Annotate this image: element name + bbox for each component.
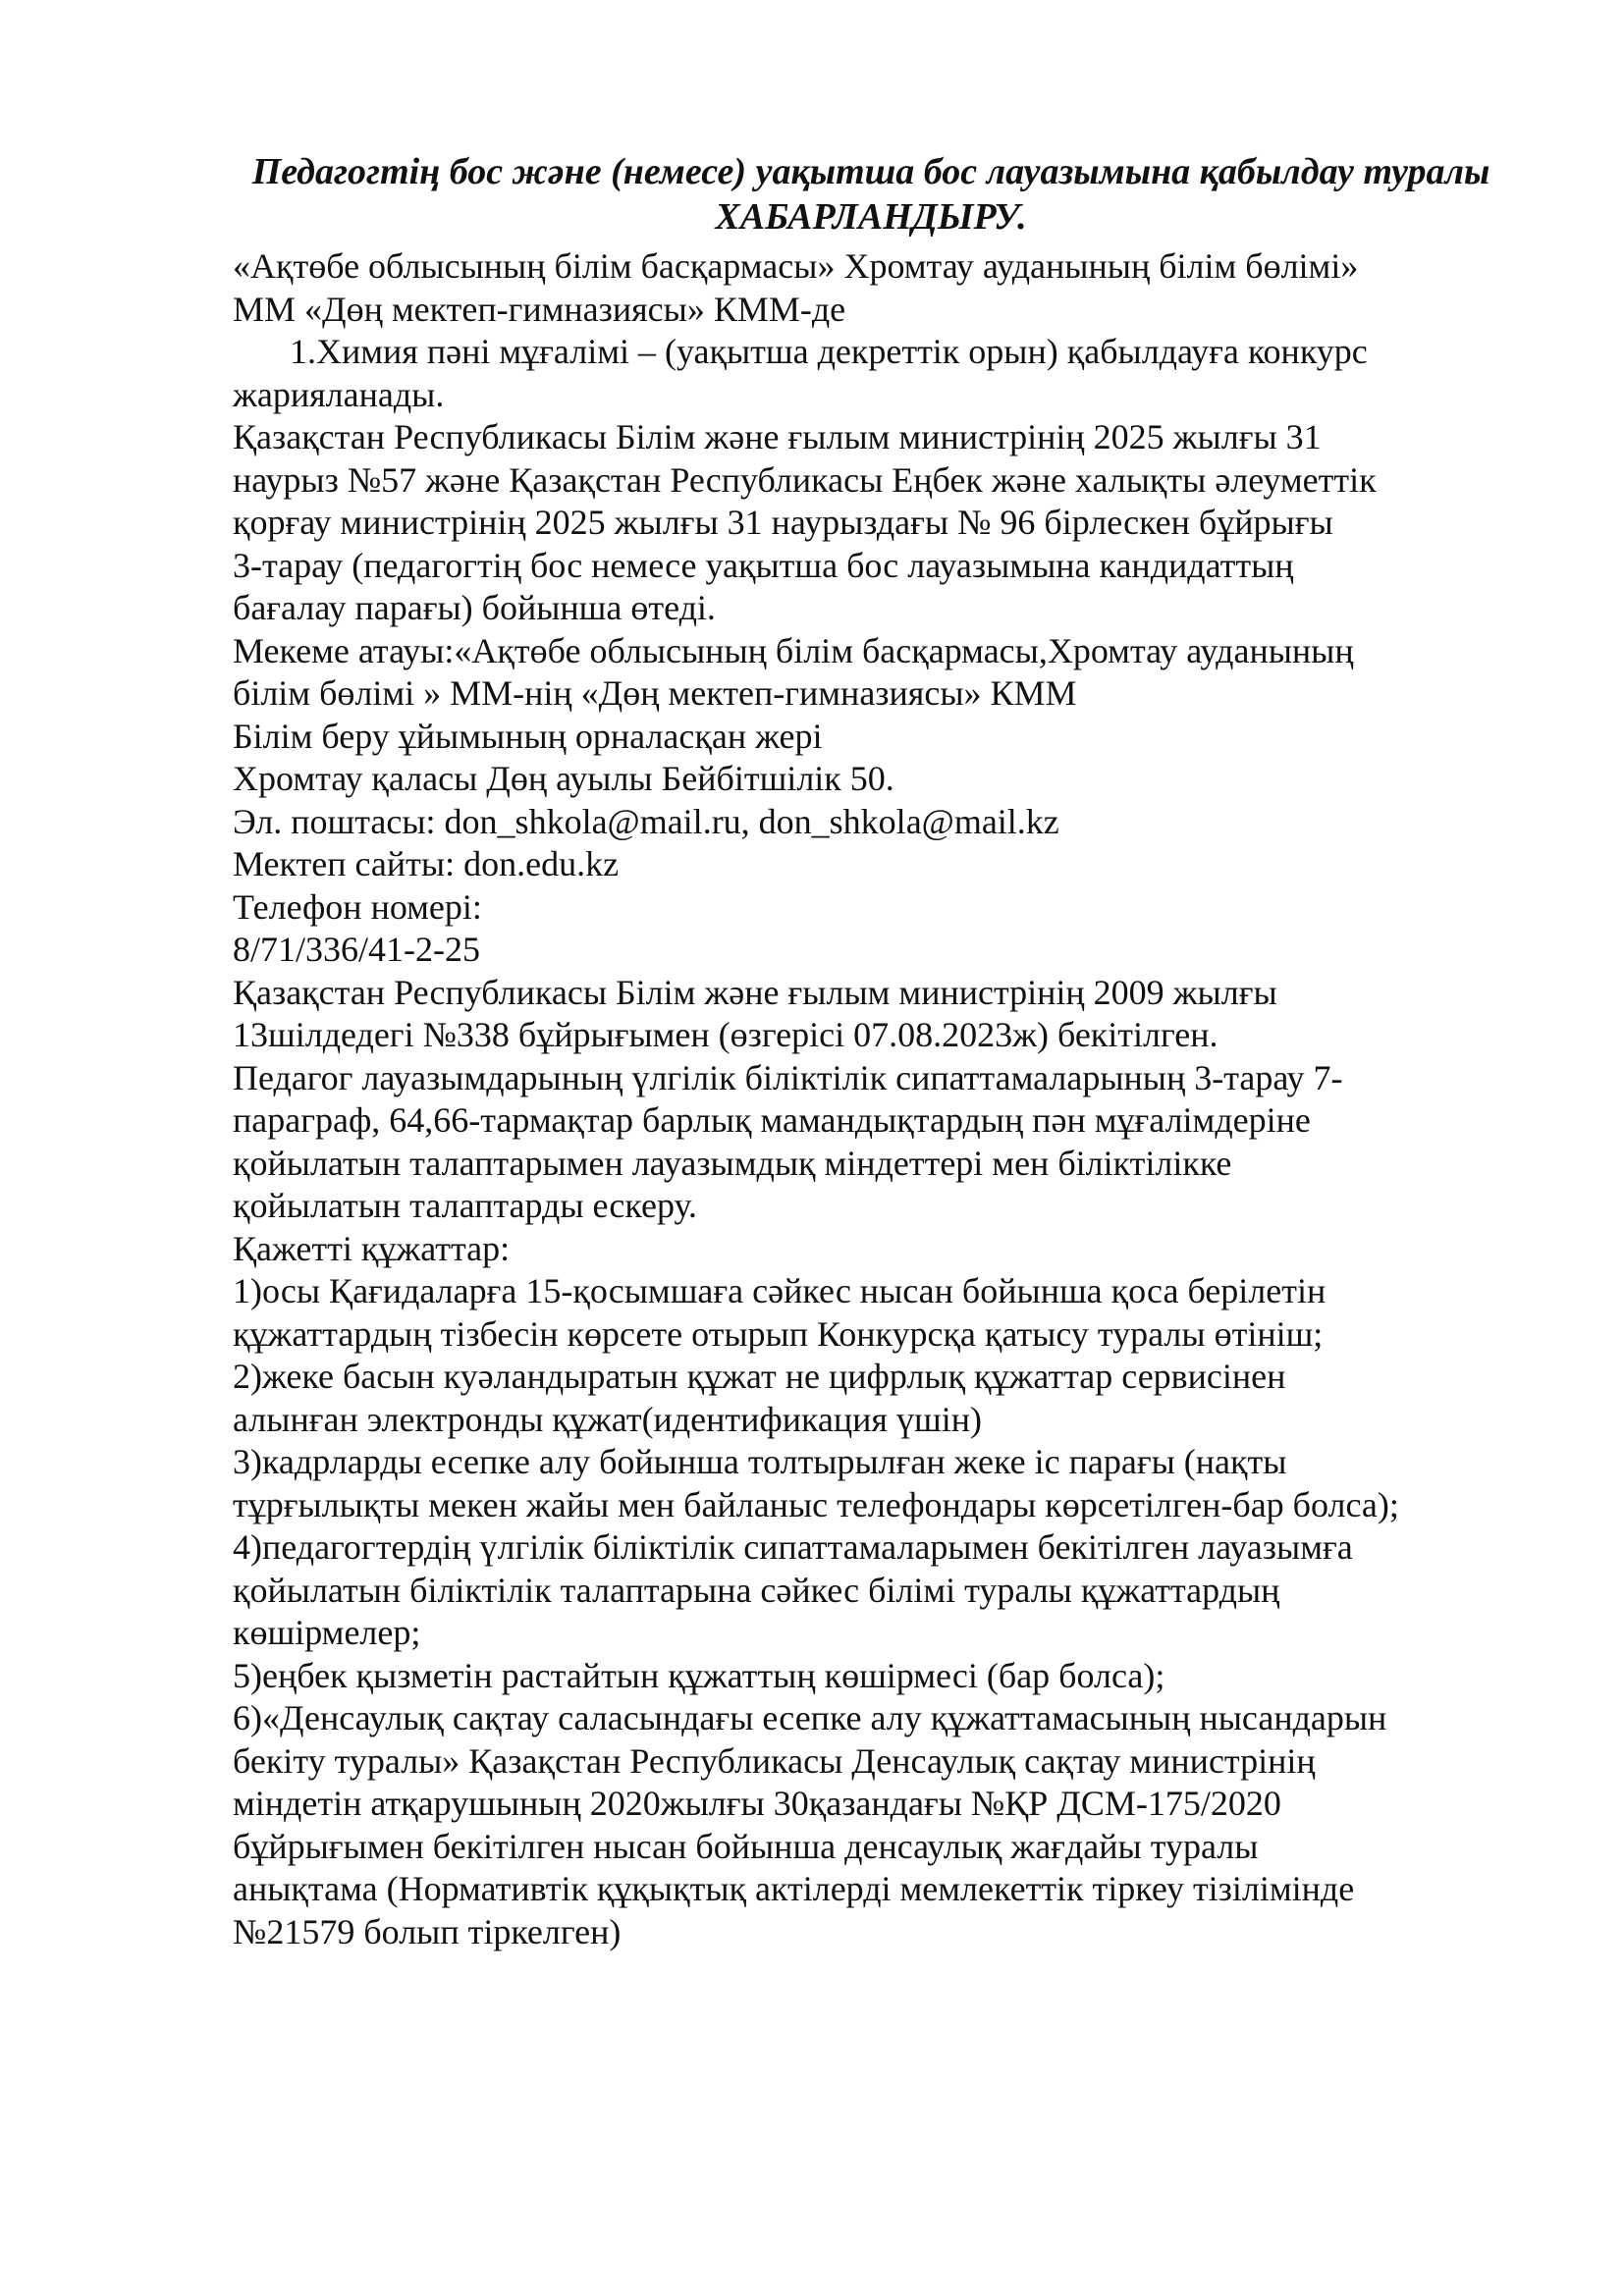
document-item-line: құжаттардың тізбесін көрсете отырып Конкурсқа қатысу туралы өтініш; xyxy=(233,1313,1324,1354)
document-item-line: тұрғылықты мекен жайы мен байланыс телефондары көрсетілген-бар болса); xyxy=(233,1484,1399,1524)
document-item-line: 1)осы Қағидаларға 15-қосымшаға сәйкес нысан бойынша қоса берілетін xyxy=(233,1271,1326,1310)
institution-line: білім бөлімі » ММ-нің «Дөң мектеп-гимназиясы» КММ xyxy=(233,673,1077,713)
vacancy-line: 1.Химия пәні мұғалімі – (уақытша декреттік орын) қабылдауға конкурс xyxy=(290,332,1368,371)
announcement-body xyxy=(233,240,1509,1953)
order-ref-line: Қазақстан Республикасы Білім және ғылым министрінің 2025 жылғы 31 xyxy=(233,417,1322,456)
order-ref-line: бағалау парағы) бойынша өтеді. xyxy=(233,588,716,627)
document-item-line: 3)кадрларды есепке алу бойынша толтырылған жеке іс парағы (нақты xyxy=(233,1442,1287,1481)
document-item-line: қойылатын біліктілік талаптарына сәйкес білімі туралы құжаттардың xyxy=(233,1570,1280,1610)
order-ref-line: қорғау министрінің 2025 жылғы 31 наурыздағы № 96 бірлескен бұйрығы xyxy=(233,503,1333,542)
document-item-line: бұйрығымен бекітілген нысан бойынша денсаулық жағдайы туралы xyxy=(233,1826,1259,1866)
requirements-line: 13шілдедегі №338 бұйрығымен (өзгерісі 07.08.2023ж) бекітілген. xyxy=(233,1015,1218,1054)
document-item-line: 2)жеке басын куәландыратын құжат не цифрлық құжаттар сервисінен xyxy=(233,1357,1286,1396)
site-line: Мектеп сайты: don.edu.kz xyxy=(233,844,620,883)
order-ref-line: 3-тарау (педагогтің бос немесе уақытша бос лауазымына кандидаттың xyxy=(233,545,1294,585)
intro-line: ММ «Дөң мектеп-гимназиясы» КММ-де xyxy=(233,289,846,329)
document-item-line: 5)еңбек қызметін растайтын құжаттың көшірмесі (бар болса); xyxy=(233,1655,1165,1695)
document-item-line: анықтама (Нормативтік құқықтық актілерді мемлекеттік тіркеу тізілімінде xyxy=(233,1869,1355,1908)
requirements-line: қойылатын талаптарды ескеру. xyxy=(233,1186,697,1225)
document-item-line: алынған электронды құжат(идентификация үшін) xyxy=(233,1399,982,1439)
location-address: Хромтау қаласы Дөң ауылы Бейбітшілік 50. xyxy=(233,759,894,798)
requirements-line: Қазақстан Республикасы Білім және ғылым министрінің 2009 жылғы xyxy=(233,972,1277,1012)
vacancy-line: жарияланады. xyxy=(233,374,445,414)
order-ref-line: наурыз №57 және Қазақстан Республикасы Еңбек және халықты әлеуметтік xyxy=(233,459,1377,500)
institution-line: Мекеме атауы:«Ақтөбе облысының білім басқармасы,Хромтау ауданының xyxy=(233,630,1354,670)
document-item-line: №21579 болып тіркелген) xyxy=(233,1911,622,1951)
title-line: Педагогтің бос және (немесе) уақытша бос лауазымына қабылдау туралы xyxy=(251,151,1490,192)
phone-number: 8/71/336/41-2-25 xyxy=(233,930,480,969)
document-item-line: бекіту туралы» Қазақстан Республикасы Денсаулық сақтау министрінің xyxy=(233,1740,1316,1781)
document-item-line: көшірмелер; xyxy=(233,1613,421,1652)
phone-label: Телефон номері: xyxy=(233,886,482,927)
email-line: Эл. поштасы: don_shkola@mail.ru, don_shkola@mail.kz xyxy=(233,801,1059,841)
location-label: Білім беру ұйымының орналасқан жері xyxy=(233,716,823,756)
requirements-line: Педагог лауазымдарының үлгілік біліктілік сипаттамаларының 3-тарау 7- xyxy=(233,1057,1343,1097)
documents-heading: Қажетті құжаттар: xyxy=(233,1228,511,1268)
announcement-title xyxy=(233,149,1509,240)
requirements-line: қойылатын талаптарымен лауазымдық міндеттері мен біліктілікке xyxy=(233,1143,1232,1183)
document-item-line: міндетін атқарушының 2020жылғы 30қазандағы №ҚР ДСМ-175/2020 xyxy=(233,1784,1281,1823)
document-item-line: 6)«Денсаулық сақтау саласындағы есепке алу құжаттамасының нысандарын xyxy=(233,1698,1387,1737)
document-page xyxy=(233,149,1509,1953)
requirements-line: параграф, 64,66-тармақтар барлық мамандықтардың пән мұғалімдеріне xyxy=(233,1100,1311,1140)
title-heading: ХАБАРЛАНДЫРУ. xyxy=(715,196,1027,238)
intro-line: «Ақтөбе облысының білім басқармасы» Хромтау ауданының білім бөлімі» xyxy=(233,246,1359,286)
document-item-line: 4)педагогтердің үлгілік біліктілік сипаттамаларымен бекітілген лауазымға xyxy=(233,1527,1353,1567)
